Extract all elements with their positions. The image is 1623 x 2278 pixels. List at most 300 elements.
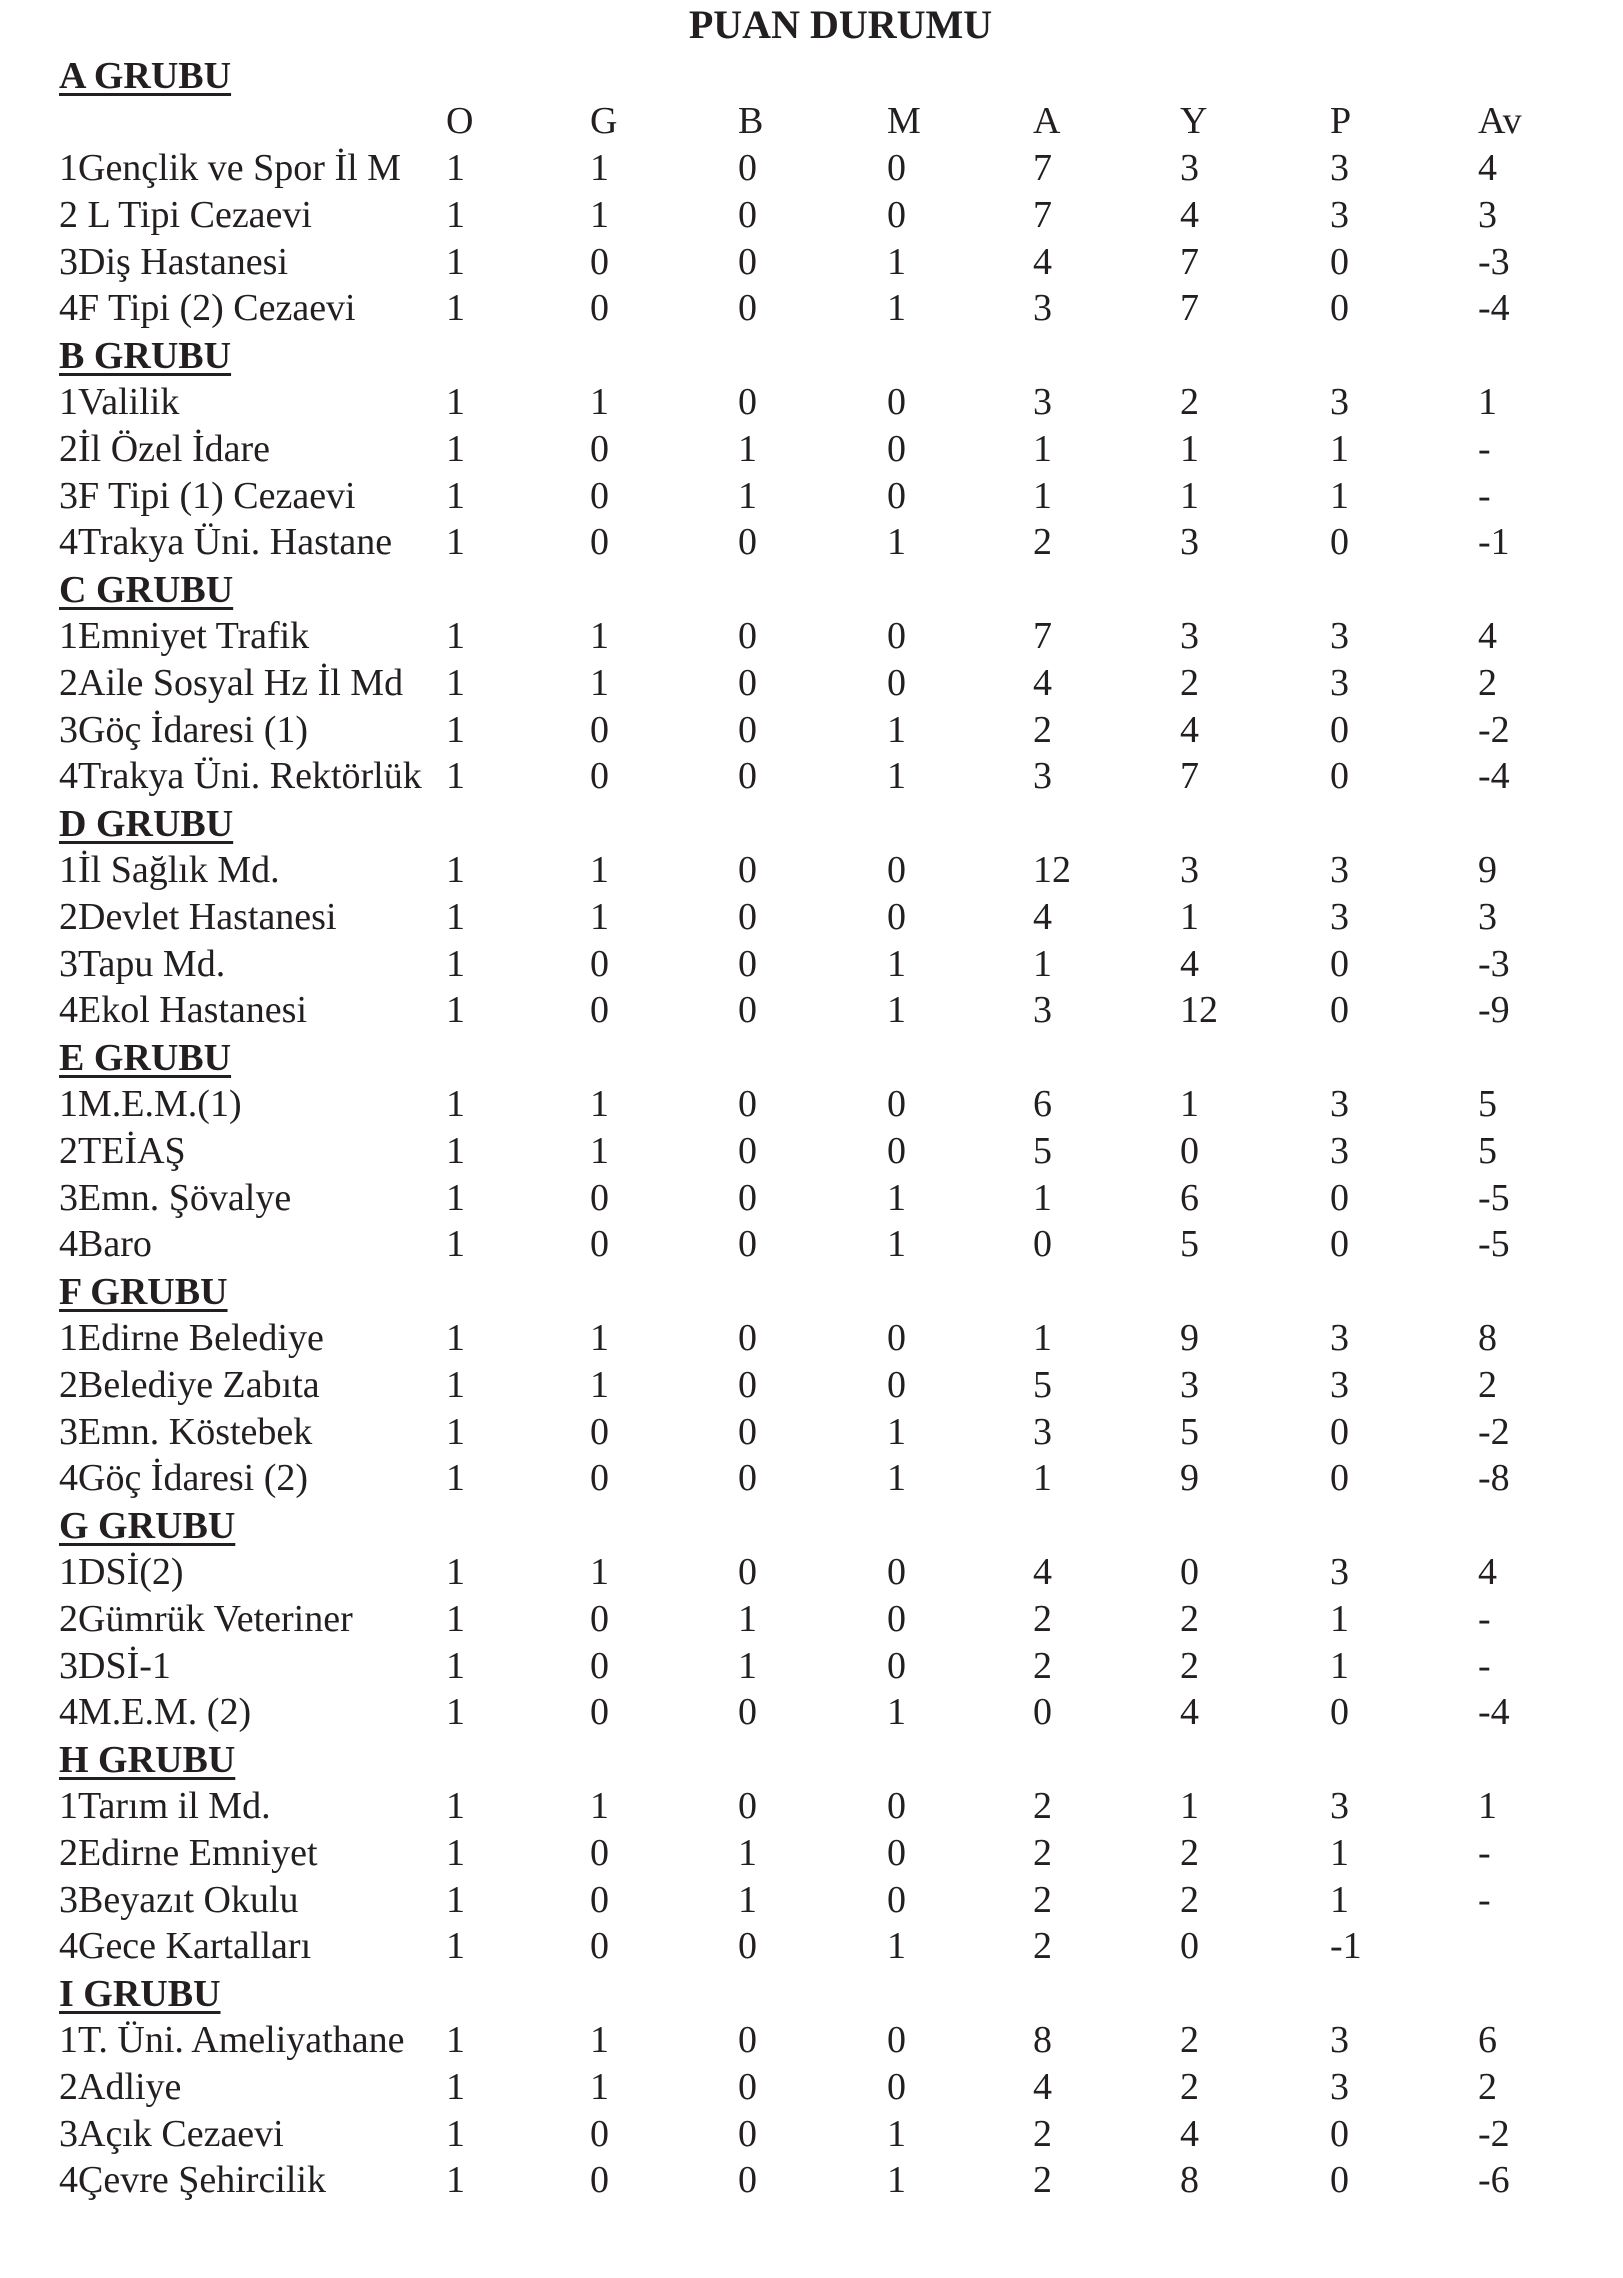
team-name: 2Gümrük Veteriner (59, 1598, 353, 1640)
cell-av: -4 (1478, 287, 1510, 329)
team-row (0, 1409, 1623, 1455)
cell-g: 0 (590, 1411, 609, 1453)
cell-a: 2 (1033, 1879, 1052, 1921)
cell-y: 12 (1180, 989, 1218, 1031)
cell-b: 0 (738, 1457, 757, 1499)
cell-b: 0 (738, 943, 757, 985)
cell-p: 1 (1330, 1832, 1349, 1874)
cell-b: 0 (738, 1317, 757, 1359)
cell-a: 1 (1033, 428, 1052, 470)
cell-m: 0 (887, 1785, 906, 1827)
cell-o: 1 (446, 1879, 465, 1921)
cell-g: 0 (590, 1832, 609, 1874)
cell-o: 1 (446, 1832, 465, 1874)
cell-av: - (1478, 1598, 1491, 1640)
team-name: 2TEİAŞ (59, 1130, 186, 1172)
cell-g: 0 (590, 709, 609, 751)
team-row (0, 239, 1623, 285)
cell-y: 3 (1180, 849, 1199, 891)
cell-b: 0 (738, 147, 757, 189)
team-row (0, 1362, 1623, 1408)
cell-y: 4 (1180, 709, 1199, 751)
cell-m: 1 (887, 287, 906, 329)
cell-m: 0 (887, 381, 906, 423)
cell-m: 0 (887, 147, 906, 189)
team-name: 2Belediye Zabıta (59, 1364, 320, 1406)
team-row (0, 1315, 1623, 1361)
cell-av: 4 (1478, 147, 1497, 189)
cell-av: 6 (1478, 2019, 1497, 2061)
cell-y: 2 (1180, 2066, 1199, 2108)
cell-p: 3 (1330, 1785, 1349, 1827)
cell-g: 0 (590, 475, 609, 517)
cell-b: 0 (738, 662, 757, 704)
cell-b: 0 (738, 1785, 757, 1827)
cell-m: 1 (887, 2113, 906, 2155)
group-title: I GRUBU (59, 1973, 221, 2015)
cell-o: 1 (446, 615, 465, 657)
cell-a: 7 (1033, 147, 1052, 189)
cell-o: 1 (446, 1411, 465, 1453)
cell-o: 1 (446, 381, 465, 423)
cell-o: 1 (446, 2066, 465, 2108)
cell-p: 0 (1330, 709, 1349, 751)
column-header-m: M (887, 100, 921, 142)
team-name: 4M.E.M. (2) (59, 1691, 252, 1733)
cell-a: 2 (1033, 1832, 1052, 1874)
cell-p: 0 (1330, 1177, 1349, 1219)
cell-y: 2 (1180, 2019, 1199, 2061)
team-name: 2Aile Sosyal Hz İl Md (59, 662, 404, 704)
team-row (0, 1877, 1623, 1923)
cell-g: 0 (590, 287, 609, 329)
cell-g: 1 (590, 1785, 609, 1827)
team-name: 2Devlet Hastanesi (59, 896, 337, 938)
team-name: 4Çevre Şehircilik (59, 2159, 326, 2201)
cell-y: 2 (1180, 1832, 1199, 1874)
team-row (0, 1923, 1623, 1969)
cell-a: 2 (1033, 1645, 1052, 1687)
cell-g: 1 (590, 2066, 609, 2108)
cell-o: 1 (446, 2159, 465, 2201)
cell-m: 1 (887, 989, 906, 1031)
cell-av: 3 (1478, 194, 1497, 236)
cell-o: 1 (446, 287, 465, 329)
column-header-p: P (1330, 100, 1352, 142)
cell-m: 0 (887, 1551, 906, 1593)
cell-av: 9 (1478, 849, 1497, 891)
team-name: 4Baro (59, 1223, 152, 1265)
cell-b: 0 (738, 1551, 757, 1593)
group-title: A GRUBU (59, 55, 232, 97)
cell-m: 0 (887, 1879, 906, 1921)
cell-m: 0 (887, 2066, 906, 2108)
team-row (0, 660, 1623, 706)
cell-b: 0 (738, 1925, 757, 1967)
cell-y: 2 (1180, 662, 1199, 704)
cell-o: 1 (446, 709, 465, 751)
cell-b: 0 (738, 194, 757, 236)
cell-g: 0 (590, 521, 609, 563)
cell-av: -6 (1478, 2159, 1510, 2201)
cell-av: 2 (1478, 2066, 1497, 2108)
team-name: 3Emn. Şövalye (59, 1177, 292, 1219)
cell-g: 1 (590, 849, 609, 891)
cell-av: 8 (1478, 1317, 1497, 1359)
cell-g: 0 (590, 1598, 609, 1640)
cell-o: 1 (446, 147, 465, 189)
cell-av: -2 (1478, 709, 1510, 751)
cell-y: 3 (1180, 1364, 1199, 1406)
cell-g: 1 (590, 2019, 609, 2061)
cell-av: -3 (1478, 241, 1510, 283)
page-title: PUAN DURUMU (688, 2, 993, 47)
team-name: 2İl Özel İdare (59, 428, 270, 470)
cell-a: 2 (1033, 1925, 1052, 1967)
cell-a: 2 (1033, 2113, 1052, 2155)
cell-y: 0 (1180, 1925, 1199, 1967)
cell-b: 1 (738, 1879, 757, 1921)
cell-m: 0 (887, 1598, 906, 1640)
cell-av: -4 (1478, 1691, 1510, 1733)
cell-b: 0 (738, 2019, 757, 2061)
cell-a: 2 (1033, 1785, 1052, 1827)
team-row (0, 894, 1623, 940)
cell-g: 0 (590, 428, 609, 470)
cell-p: 0 (1330, 943, 1349, 985)
cell-m: 0 (887, 194, 906, 236)
cell-a: 8 (1033, 2019, 1052, 2061)
cell-a: 4 (1033, 896, 1052, 938)
cell-av: 1 (1478, 1785, 1497, 1827)
cell-b: 0 (738, 2066, 757, 2108)
cell-b: 0 (738, 989, 757, 1031)
cell-m: 1 (887, 2159, 906, 2201)
cell-b: 1 (738, 428, 757, 470)
team-name: 1Emniyet Trafik (59, 615, 310, 657)
team-row (0, 2157, 1623, 2203)
team-name: 3DSİ-1 (59, 1645, 171, 1687)
cell-p: 0 (1330, 1457, 1349, 1499)
cell-a: 3 (1033, 1411, 1052, 1453)
cell-o: 1 (446, 1785, 465, 1827)
cell-a: 4 (1033, 241, 1052, 283)
cell-y: 0 (1180, 1551, 1199, 1593)
team-row (0, 519, 1623, 565)
cell-a: 3 (1033, 989, 1052, 1031)
cell-m: 1 (887, 1177, 906, 1219)
cell-m: 0 (887, 475, 906, 517)
cell-y: 7 (1180, 287, 1199, 329)
group-title: D GRUBU (59, 803, 234, 845)
team-name: 4Trakya Üni. Hastane (59, 521, 393, 563)
cell-y: 3 (1180, 615, 1199, 657)
cell-a: 2 (1033, 1598, 1052, 1640)
cell-b: 0 (738, 2159, 757, 2201)
team-name: 1Valilik (59, 381, 180, 423)
cell-m: 1 (887, 1223, 906, 1265)
cell-g: 0 (590, 1879, 609, 1921)
team-name: 4Ekol Hastanesi (59, 989, 308, 1031)
team-row (0, 473, 1623, 519)
cell-o: 1 (446, 428, 465, 470)
column-header-a: A (1033, 100, 1061, 142)
team-row (0, 2064, 1623, 2110)
cell-a: 0 (1033, 1223, 1052, 1265)
cell-p: 3 (1330, 147, 1349, 189)
cell-o: 1 (446, 1130, 465, 1172)
cell-m: 0 (887, 1832, 906, 1874)
team-name: 1M.E.M.(1) (59, 1083, 242, 1125)
cell-b: 0 (738, 2113, 757, 2155)
cell-av: 5 (1478, 1130, 1497, 1172)
cell-p: 1 (1330, 1645, 1349, 1687)
cell-m: 0 (887, 428, 906, 470)
cell-a: 4 (1033, 2066, 1052, 2108)
cell-a: 1 (1033, 1317, 1052, 1359)
cell-a: 1 (1033, 943, 1052, 985)
team-name: 4Gece Kartalları (59, 1925, 312, 1967)
cell-m: 0 (887, 1130, 906, 1172)
team-name: 1Tarım il Md. (59, 1785, 271, 1827)
cell-b: 0 (738, 241, 757, 283)
team-row (0, 1455, 1623, 1501)
cell-av: - (1478, 1645, 1491, 1687)
cell-av: -9 (1478, 989, 1510, 1031)
cell-b: 0 (738, 1364, 757, 1406)
cell-m: 0 (887, 849, 906, 891)
cell-y: 3 (1180, 521, 1199, 563)
cell-y: 4 (1180, 943, 1199, 985)
cell-p: 3 (1330, 1551, 1349, 1593)
cell-p: 1 (1330, 1879, 1349, 1921)
cell-g: 1 (590, 1083, 609, 1125)
cell-av: 4 (1478, 615, 1497, 657)
cell-p: 3 (1330, 849, 1349, 891)
cell-av: -5 (1478, 1177, 1510, 1219)
cell-m: 1 (887, 1691, 906, 1733)
cell-m: 0 (887, 896, 906, 938)
cell-g: 1 (590, 662, 609, 704)
team-row (0, 1175, 1623, 1221)
cell-p: 3 (1330, 1130, 1349, 1172)
team-name: 3Emn. Köstebek (59, 1411, 313, 1453)
team-row (0, 1643, 1623, 1689)
cell-av: - (1478, 428, 1491, 470)
cell-y: 2 (1180, 1645, 1199, 1687)
cell-b: 0 (738, 709, 757, 751)
cell-m: 1 (887, 1925, 906, 1967)
cell-a: 4 (1033, 1551, 1052, 1593)
cell-a: 6 (1033, 1083, 1052, 1125)
cell-b: 0 (738, 1691, 757, 1733)
cell-a: 2 (1033, 2159, 1052, 2201)
column-header-y: Y (1180, 100, 1208, 142)
team-row (0, 987, 1623, 1033)
cell-o: 1 (446, 521, 465, 563)
cell-m: 1 (887, 241, 906, 283)
cell-a: 3 (1033, 755, 1052, 797)
team-row (0, 192, 1623, 238)
cell-a: 1 (1033, 1177, 1052, 1219)
cell-b: 0 (738, 1177, 757, 1219)
cell-m: 0 (887, 1317, 906, 1359)
team-name: 3Tapu Md. (59, 943, 226, 985)
group-title: H GRUBU (59, 1739, 236, 1781)
cell-o: 1 (446, 1645, 465, 1687)
cell-av: - (1478, 1832, 1491, 1874)
column-header-row (0, 98, 1623, 144)
team-name: 3Diş Hastanesi (59, 241, 289, 283)
cell-y: 7 (1180, 241, 1199, 283)
cell-p: 3 (1330, 194, 1349, 236)
cell-b: 0 (738, 1083, 757, 1125)
cell-a: 7 (1033, 194, 1052, 236)
cell-m: 1 (887, 755, 906, 797)
cell-av: 4 (1478, 1551, 1497, 1593)
cell-m: 1 (887, 1411, 906, 1453)
cell-g: 1 (590, 381, 609, 423)
cell-p: 0 (1330, 755, 1349, 797)
cell-av: 3 (1478, 896, 1497, 938)
cell-av: -5 (1478, 1223, 1510, 1265)
cell-m: 1 (887, 709, 906, 751)
cell-a: 1 (1033, 475, 1052, 517)
team-row (0, 1689, 1623, 1735)
cell-b: 0 (738, 381, 757, 423)
cell-av: - (1478, 475, 1491, 517)
cell-o: 1 (446, 1317, 465, 1359)
team-row (0, 941, 1623, 987)
cell-b: 0 (738, 287, 757, 329)
cell-a: 2 (1033, 521, 1052, 563)
team-row (0, 2111, 1623, 2157)
cell-p: 3 (1330, 1364, 1349, 1406)
cell-o: 1 (446, 849, 465, 891)
cell-o: 1 (446, 1598, 465, 1640)
group-title: F GRUBU (59, 1271, 228, 1313)
team-row (0, 847, 1623, 893)
cell-o: 1 (446, 1551, 465, 1593)
team-row (0, 707, 1623, 753)
cell-b: 1 (738, 1832, 757, 1874)
cell-y: 5 (1180, 1411, 1199, 1453)
cell-p: 0 (1330, 287, 1349, 329)
cell-b: 1 (738, 1598, 757, 1640)
cell-p: 3 (1330, 1083, 1349, 1125)
team-name: 4F Tipi (2) Cezaevi (59, 287, 356, 329)
cell-g: 0 (590, 1925, 609, 1967)
cell-g: 0 (590, 241, 609, 283)
cell-av: -2 (1478, 2113, 1510, 2155)
cell-m: 1 (887, 1457, 906, 1499)
cell-a: 1 (1033, 1457, 1052, 1499)
cell-o: 1 (446, 662, 465, 704)
cell-p: 0 (1330, 521, 1349, 563)
cell-o: 1 (446, 1925, 465, 1967)
team-name: 4Göç İdaresi (2) (59, 1457, 309, 1499)
cell-m: 0 (887, 2019, 906, 2061)
cell-p: 3 (1330, 2019, 1349, 2061)
team-row (0, 1596, 1623, 1642)
cell-p: 3 (1330, 381, 1349, 423)
cell-o: 1 (446, 943, 465, 985)
cell-y: 2 (1180, 381, 1199, 423)
team-name: 1T. Üni. Ameliyathane (59, 2019, 405, 2061)
cell-a: 5 (1033, 1130, 1052, 1172)
cell-g: 1 (590, 615, 609, 657)
cell-o: 1 (446, 475, 465, 517)
cell-av: -8 (1478, 1457, 1510, 1499)
column-header-b: B (738, 100, 764, 142)
cell-y: 1 (1180, 1083, 1199, 1125)
cell-av: - (1478, 1879, 1491, 1921)
team-name: 2 L Tipi Cezaevi (59, 194, 312, 236)
cell-av: 5 (1478, 1083, 1497, 1125)
cell-y: 4 (1180, 194, 1199, 236)
cell-o: 1 (446, 1364, 465, 1406)
cell-g: 1 (590, 896, 609, 938)
cell-y: 7 (1180, 755, 1199, 797)
cell-a: 12 (1033, 849, 1071, 891)
cell-o: 1 (446, 755, 465, 797)
team-row (0, 145, 1623, 191)
cell-y: 2 (1180, 1598, 1199, 1640)
cell-o: 1 (446, 194, 465, 236)
cell-p: 0 (1330, 2159, 1349, 2201)
cell-a: 3 (1033, 381, 1052, 423)
cell-o: 1 (446, 1177, 465, 1219)
cell-a: 3 (1033, 287, 1052, 329)
cell-g: 0 (590, 1457, 609, 1499)
team-name: 1DSİ(2) (59, 1551, 184, 1593)
team-row (0, 285, 1623, 331)
cell-m: 1 (887, 521, 906, 563)
cell-av: 2 (1478, 1364, 1497, 1406)
team-row (0, 1549, 1623, 1595)
cell-av: 2 (1478, 662, 1497, 704)
team-name: 4Trakya Üni. Rektörlük (59, 755, 422, 797)
team-row (0, 1221, 1623, 1267)
cell-g: 0 (590, 1177, 609, 1219)
cell-a: 4 (1033, 662, 1052, 704)
cell-g: 0 (590, 1645, 609, 1687)
cell-av: -2 (1478, 1411, 1510, 1453)
cell-b: 0 (738, 1223, 757, 1265)
cell-y: 4 (1180, 2113, 1199, 2155)
group-title: B GRUBU (59, 335, 232, 377)
cell-o: 1 (446, 2113, 465, 2155)
cell-y: 6 (1180, 1177, 1199, 1219)
cell-p: 3 (1330, 1317, 1349, 1359)
cell-p: 3 (1330, 2066, 1349, 2108)
team-row (0, 1081, 1623, 1127)
cell-o: 1 (446, 1223, 465, 1265)
cell-o: 1 (446, 2019, 465, 2061)
team-name: 3F Tipi (1) Cezaevi (59, 475, 356, 517)
cell-g: 1 (590, 1364, 609, 1406)
cell-b: 0 (738, 755, 757, 797)
cell-p: 0 (1330, 1691, 1349, 1733)
group-title: E GRUBU (59, 1037, 232, 1079)
cell-y: 1 (1180, 428, 1199, 470)
team-name: 3Göç İdaresi (1) (59, 709, 309, 751)
cell-y: 1 (1180, 896, 1199, 938)
cell-p: 0 (1330, 2113, 1349, 2155)
cell-p: 0 (1330, 241, 1349, 283)
cell-o: 1 (446, 989, 465, 1031)
cell-y: 9 (1180, 1317, 1199, 1359)
